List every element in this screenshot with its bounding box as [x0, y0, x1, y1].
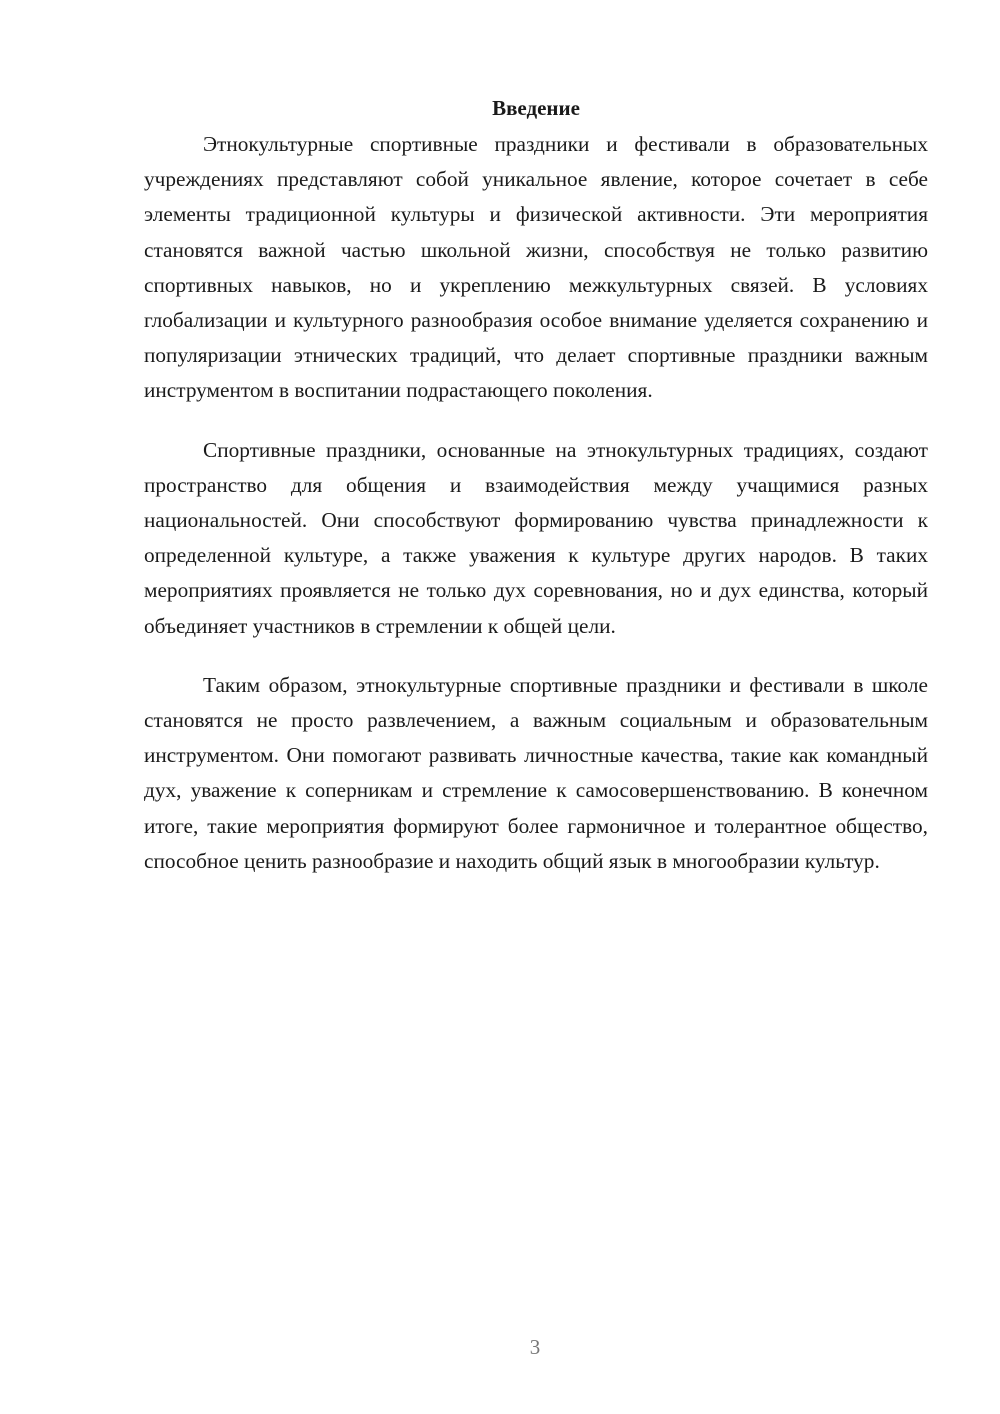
- paragraph-2: Спортивные праздники, основанные на этнокультурных традициях, создают пространство для общения и взаимодействия между учащимися разных национальностей. Они способствуют формированию чувства принадлежности к определенной культуре, а также уважения к культуре других народов. В таких мероприятиях проявляется не только дух соревнования, но и дух единства, который объединяет участников в стремлении к общей цели.: [144, 437, 928, 638]
- paragraph-1: Этнокультурные спортивные праздники и фестивали в образовательных учреждениях представляют собой уникальное явление, которое сочетает в себе элементы традиционной культуры и физической активности. Эти мероприятия становятся важной частью школьной жизни, способствуя не только развитию спортивных навыков, но и укреплению межкультурных связей. В условиях глобализации и культурного разнообразия особое внимание уделяется сохранению и популяризации этнических традиций, что делает спортивные праздники важным инструментом в воспитании подрастающего поколения.: [144, 132, 928, 403]
- page-content: [144, 92, 928, 903]
- paragraph-3: Таким образом, этнокультурные спортивные праздники и фестивали в школе становятся не просто развлечением, а важным социальным и образовательным инструментом. Они помогают развивать личностные качества, такие как командный дух, уважение к соперникам и стремление к самосовершенствованию. В конечном итоге, такие мероприятия формируют более гармоничное и толерантное общество, способное ценить разнообразие и находить общий язык в многообразии культур.: [144, 672, 928, 873]
- section-heading: Введение: [492, 96, 580, 120]
- page-number: 3: [529, 1335, 541, 1359]
